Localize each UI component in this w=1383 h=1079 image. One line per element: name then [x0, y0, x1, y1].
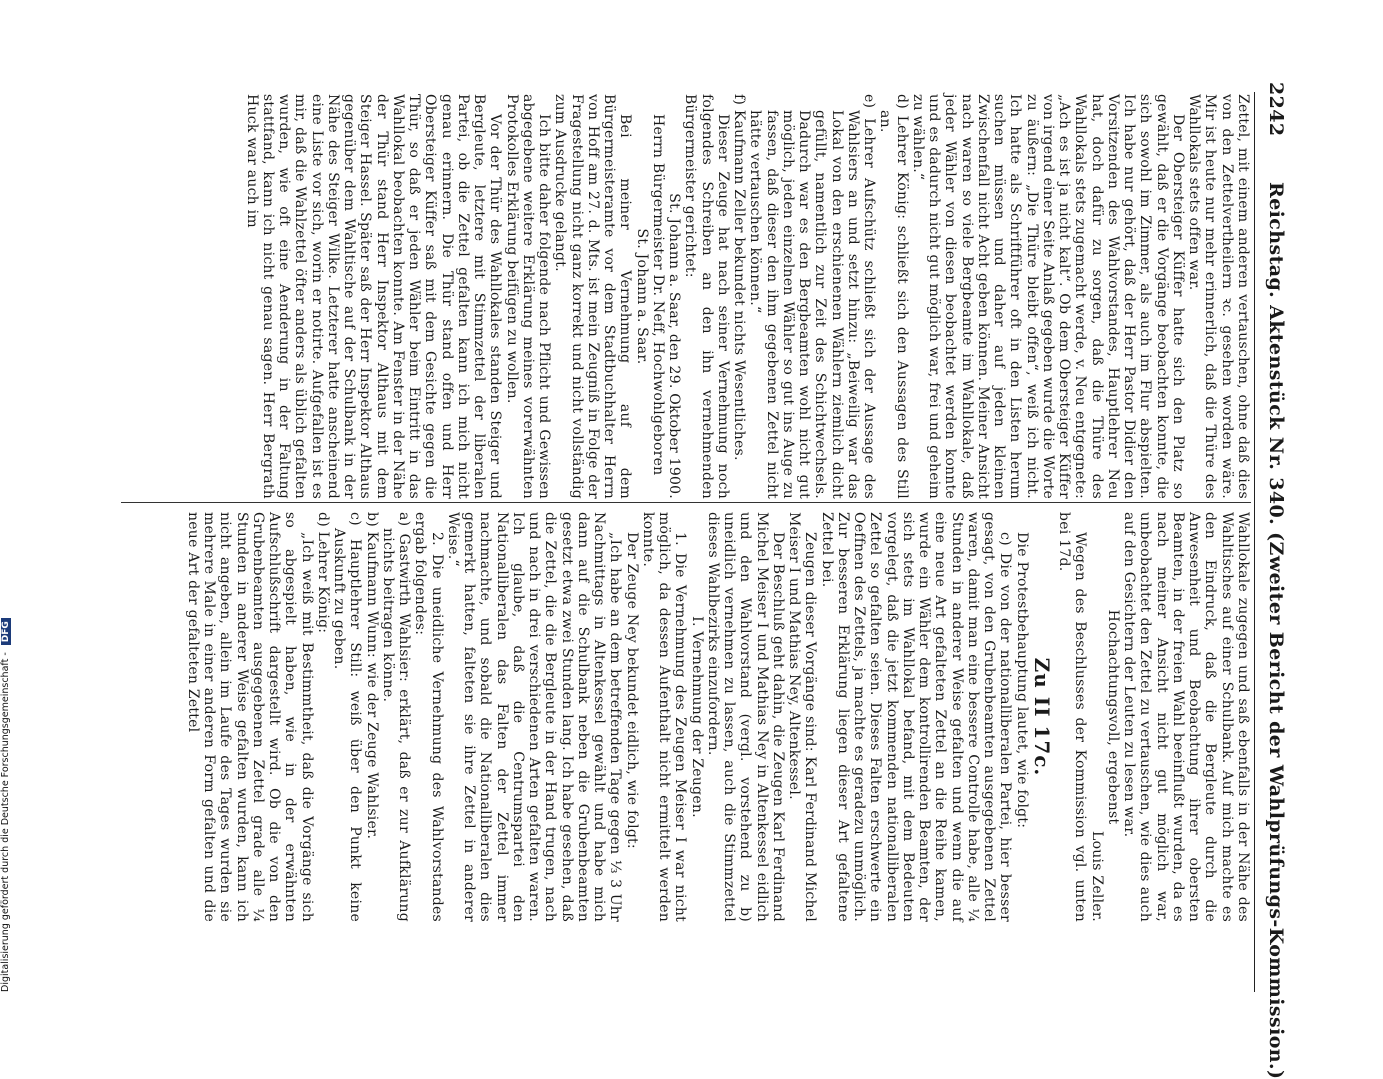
digitization-note: Digitalisierung gefördert durch die Deutsche Forschungsgemeinschaft - — [0, 652, 11, 992]
left-column — [244, 94, 1252, 499]
left-paragraph: Zettel, mit einem anderen vertauschen, ohne daß dies von den Zettelvertheilern ꝛc. gesehen worden wäre. Mir ist heute nur mehr erinnerlich, daß die Thüre des Wahllokals stets offen war. — [1186, 94, 1251, 499]
page-header — [1259, 82, 1289, 1079]
right-paragraph: Die Protestbehauptung lautet, wie folgt: — [1013, 532, 1030, 829]
left-paragraph: Vor der Thür des Wahllokales standen Steiger und Bergleute, letztere mit Stimmzettel der liberalen Partei, ob die Zettel gefalten kann ich mich nicht genau erinnern. Die Thür stand offen und Herr Obersteiger Küffer saß mit dem Gesichte gegen die Thür, so daß er jeden Wähler beim Eintritt in das Wahllokal beobachten konnte. Am Fenster in der Nähe der Thür stand Herr Inspektor Althaus mit dem Steiger Hassel. Später saß der Herr Inspektor Althaus gegenüber dem Wahltische auf der Schulbank in der Nähe des Steiger Wilke. Letzterer hatte anscheinend eine Liste vor sich, worin er notirte. Aufgefallen ist es mir, daß die Wahlzettel öfter anders als üblich gefalten wurden, wie oft eine Aenderung in der Faltung stattfand, kann ich nicht genau sagen. Herr Bergrath Huck war auch im — [243, 94, 504, 499]
right-paragraph: c) Die von der nationalliberalen Partei, hier besser gesagt, von den Grubenbeamten ausgegebenen Zettel waren, damit man eine bessere Controlle habe, alle ¼ Stunden in anderer Weise gefalten und wenn die auf eine neue Art gefalteten Zettel an die Reihe kamen, wurde ein Wähler dem kontrollirenden Beamten, der sich stets im Wahllokal befand, mit dem Bedeuten vorgelegt, daß die jetzt kommenden nationalliberalen Zettel so gefalten seien. Dieses Falten erschwerte ein Oeffnen des Zettels, ja machte es geradezu unmöglich. Zur besseren Erklärung liegen dieser Art gefaltene Zettel bei. — [818, 512, 1014, 922]
left-paragraph: Ich bitte daher folgende nach Pflicht und Gewissen abgegebene weitere Erklärung meines vorerwähnten Protokolles Erklärung beifügen zu wollen. — [503, 94, 553, 499]
rotated-scan — [75, 0, 1291, 1079]
header-title: Reichstag. Aktenstück Nr. 340. (Zweiter Bericht der Wahlprüfungs-Kommission.) — [1265, 182, 1287, 1079]
right-paragraph: c) Hauptlehrer Still: weiß über den Punkt keine Auskunft zu geben. — [331, 512, 364, 922]
letter-date: St. Johann a. Saar, den 29. Oktober 1900. — [666, 193, 683, 499]
right-paragraph: Wahllokale zugegen und saß ebenfalls in der Nähe des Wahltisches auf einer Schulbank. Auf mich machte es den Eindruck, daß die Bergleute durch die Anwesenheit und Beobachtung ihrer obersten Beamten, in der freien Wahl beeinflußt wurden, da es nach meiner Ansicht nicht gut möglich war, unbeobachtet den Zettel zu vertauschen, wie dies auch auf den Gesichtern der Leuten zu lesen war. — [1121, 512, 1251, 922]
right-paragraph: 1. Die Vernehmung des Zeugen Meiser I war nicht möglich, da dessen Aufenthalt nicht ermittelt werden konnte. — [640, 512, 689, 922]
dfg-logo: DFG — [1, 618, 11, 645]
left-paragraph: e) Lehrer Aufschütz schließt sich der Aussage des Wahlsiers an und setzt hinzu: „Beiweilig war das Lokal von den erschienenen Wählern ziemlich dicht gefüllt, namentlich zur Zeit des Schichtwechsels. Dadurch war es den Bergbeamten wohl nicht gut möglich, jeden einzelnen Wähler so gut ins Auge zu fassen, daß dieser den ihm gegebenen Zettel nicht hätte vertauschen können.“ — [747, 94, 878, 499]
letter-closing: Hochachtungsvoll, ergebenst — [1105, 609, 1121, 825]
left-paragraph: d) Lehrer König: schließt sich den Aussagen des Still an. — [877, 94, 910, 499]
subsection-heading: I. Vernehmung der Zeugen. — [688, 616, 705, 818]
left-paragraph: Der Obersteiger Küffer hatte sich den Platz so gewählt, daß er die Vorgänge beobachten konnte, die sich sowohl im Zimmer, als auch im Flur abspielten. Ich habe nur gehört, daß der Herr Pastor Didier den Vorsitzenden des Wahlvorstandes, Hauptlehrer Neu hat, doch dafür zu sorgen, daß die Thüre des Wahllokals stets zugemacht werde, v. Neu entgegnete: „Ach es ist ja nicht kalt“. Ob dem Obersteiger Küffer von irgend einer Seite Anlaß gegeben wurde die Worte zu äußern: „Die Thüre bleibt offen“, weiß ich nicht. Ich hatte als Schriftführer oft in den Listen herum suchen müssen und daher auf jeden kleinen Zwischenfall nicht Acht geben können. Meiner Ansicht nach waren so viele Bergbeamte im Wahllokale, daß jeder Wähler von diesen beobachtet werden konnte und es dadurch nicht gut möglich war, frei und geheim zu wählen.“ — [910, 94, 1186, 499]
right-paragraph: b) Kaufmann Wunn: wie der Zeuge Wahlsier. — [363, 512, 380, 840]
right-paragraph: „Ich habe an dem betreffenden Tage gegen ⅓ 3 Uhr Nachmittags in Altenkessel gewählt und habe mich dann auf die Schulbank neben die Grubenbeamten gesetzt etwa zwei Stunden lang. Ich habe gesehen, daß die Zettel, die die Bergleute in der Hand trugen, nach und nach in drei verschiedenen Arten gefalten waren. Ich glaube, daß die Centrumspartei den Nationalliberalen das Falten der Zettel immer nachmachte, und sobald die Nationalliberalen dies gemerkt hatten, falteten sie ihre Zettel in anderer Weise.“ — [445, 512, 624, 922]
left-paragraph: Dieser Zeuge hat nach seiner Vernehmung noch folgendes Schreiben an den ihn vernehmenden Bürgermeister gerichtet: — [682, 94, 731, 499]
column-divider — [121, 502, 1251, 503]
right-paragraph: Der Zeuge Ney bekundet eidlich, wie folgt: — [623, 532, 640, 849]
right-column — [185, 512, 1251, 922]
header-rule — [1254, 92, 1255, 992]
section-heading: Zu II 17c. — [1030, 657, 1054, 777]
right-paragraph: a) Gastwirth Wahlsier: erklärt, daß er zur Aufklärung nichts beitragen könne. — [380, 512, 413, 922]
right-paragraph: Wegen des Beschlusses der Kommission vgl. unten bei 17d. — [1056, 512, 1089, 922]
letter-addressee: Herrn Bürgermeister Dr. Neff, Hochwohlgeboren — [650, 114, 666, 476]
right-paragraph: „Ich weiß mit Bestimmtheit, daß die Vorgänge sich so abgespielt haben, wie in der erwähnten Aufschlußschrift dargestellt wird. Ob die von den Grubenbeamten ausgegebenen Zettel grade alle ¼ Stunden in anderer Weise gefalten wurden, kann ich nicht angeben, allein im Laufe des Tages wurden sie mehrere Male in einer anderen Form gefalten und die neue Art der gefalteten Zettel — [185, 512, 315, 922]
left-paragraph: f) Kaufmann Zeller bekundet nichts Wesentliches. — [731, 94, 748, 461]
document-page — [75, 0, 1291, 1079]
page-number: 2242 — [1265, 82, 1287, 137]
letter-place: St. Johann a. Saar. — [633, 228, 650, 365]
letter-signature: Louis Zeller. — [1088, 831, 1105, 922]
right-paragraph: Zeugen dieser Vorgänge sind: Karl Ferdinand Michel Meiser I und Mathias Ney, Altenkessel. — [786, 512, 819, 922]
right-paragraph: 2. Die uneidliche Vernehmung des Wahlvorstandes ergab folgendes: — [412, 512, 445, 922]
left-paragraph: Bei meiner Vernehmung auf dem Bürgermeisteramte vor dem Stadtbuchhalter Herrn von Hoff am 27. d. Mts. ist mein Zeugniß in Folge der Fragestellung nicht ganz korrekt und nicht vollständig zum Ausdrucke gelangt. — [552, 94, 634, 499]
right-paragraph: Der Beschluß geht dahin, die Zeugen Karl Ferdinand Michel Meiser I und Mathias Ney in Altenkessel eidlich und den Wahlvorstand (vergl. vorstehend zu b) uneidlich vernehmen zu lassen, auch die Stimmzettel dieses Wahlbezirks einzufordern. — [705, 512, 786, 922]
right-paragraph: d) Lehrer König: — [315, 512, 331, 634]
digitization-footer — [0, 0, 14, 992]
